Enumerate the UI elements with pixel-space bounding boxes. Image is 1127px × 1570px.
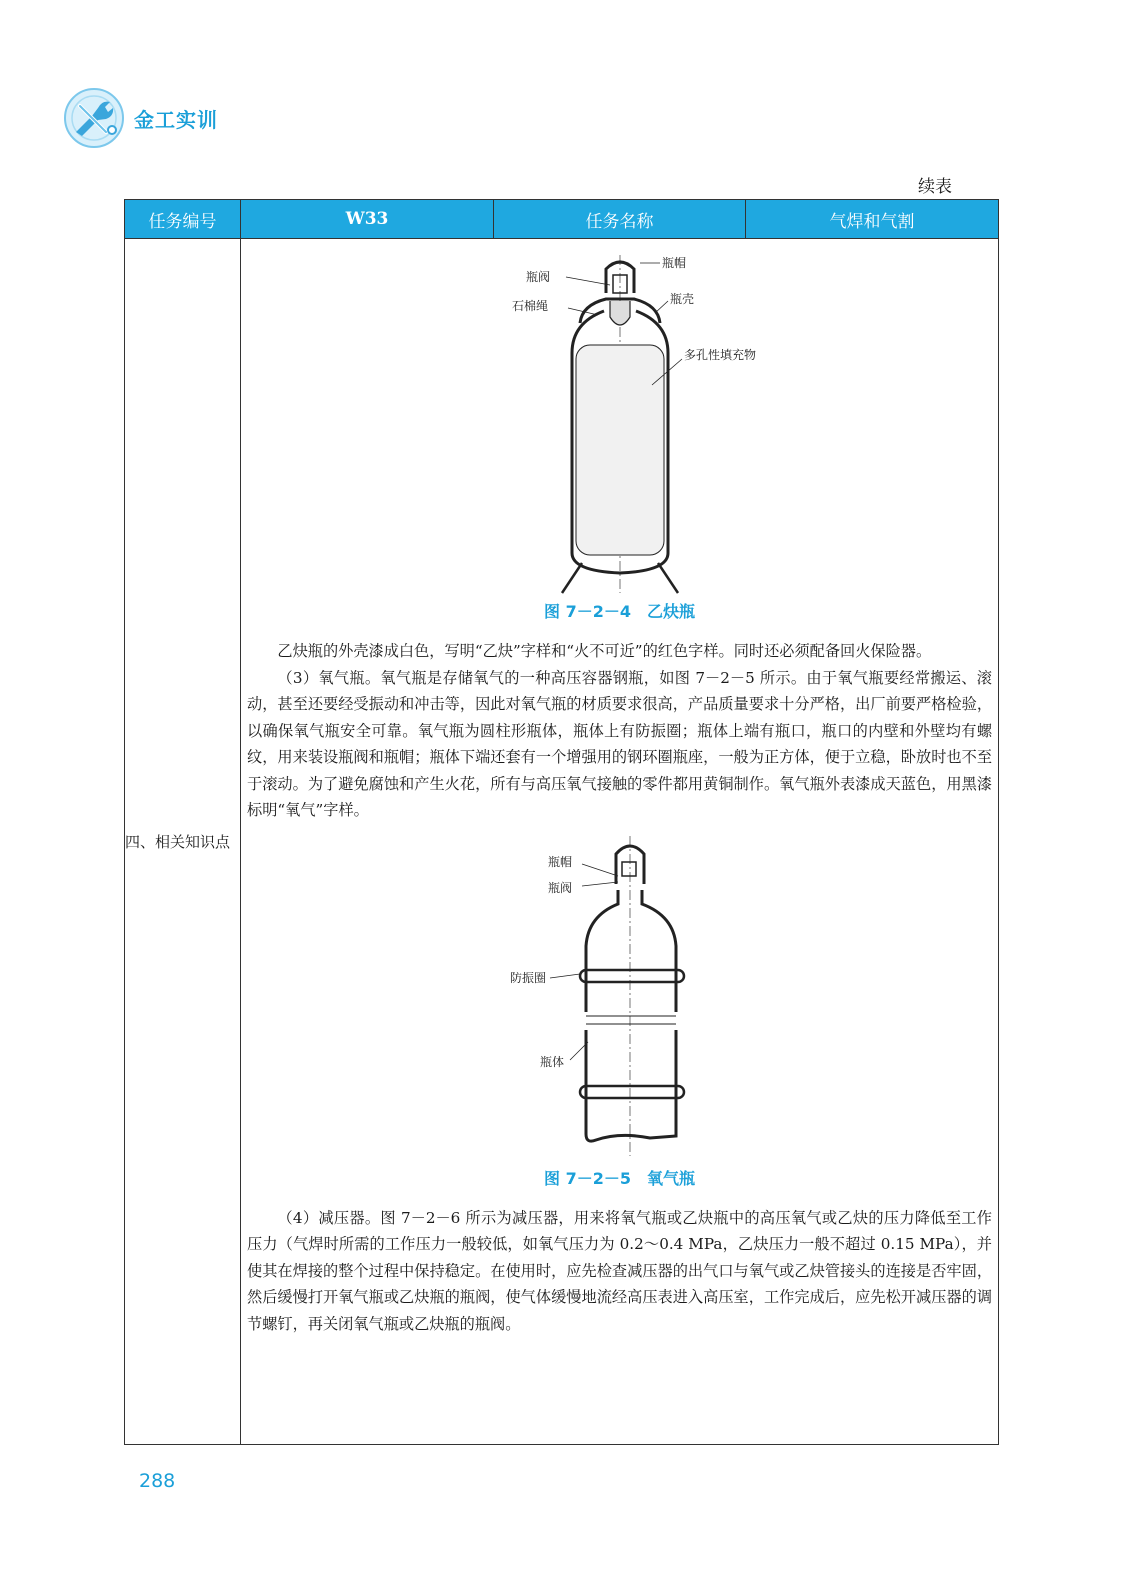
label-oxy-cap: 瓶帽 [547,854,572,869]
paragraph-1: 乙炔瓶的外壳漆成白色，写明“乙炔”字样和“火不可近”的红色字样。同时还必须配备回火保险器。 [277,642,932,660]
header-task-id-value: W33 [241,200,494,239]
oxygen-cylinder-figure [490,834,750,1164]
paragraph-2: （3）氧气瓶。氧气瓶是存储氧气的一种高压容器钢瓶，如图 7－2－5 所示。由于氧气瓶要经常搬运、滚动，甚至还要经受振动和冲击等，因此对氧气瓶的材质要求很高，产品质量要求十分严格，出厂前要严格检验，以确保氧气瓶安全可靠。氧气瓶为圆柱形瓶体，瓶体上有防振圈；瓶体上端有瓶口，瓶口的内壁和外壁均有螺纹，用来装设瓶阀和瓶帽；瓶体下端还套有一个增强用的钢环圈瓶座，一般为正方体，便于立稳，卧放时也不至于滚动。为了避免腐蚀和产生火花，所有与高压氧气接触的零件都用黄铜制作。氧气瓶外表漆成天蓝色，用黑漆标明“氧气”字样。 [247,668,992,819]
table-row [125,239,999,1445]
label-oxy-ring: 防振圈 [509,970,546,985]
figure1-caption: 图 7－2－4 乙炔瓶 [544,602,695,621]
content-cell [241,239,999,1445]
book-title: 金工实训 [134,108,218,132]
continued-label: 续表 [918,177,952,197]
task-table [124,199,999,1445]
header-task-name-value: 气焊和气割 [746,200,999,239]
figure2-caption: 图 7－2－5 氧气瓶 [544,1168,695,1188]
label-valve: 瓶阀 [525,270,550,284]
table-header-row [125,200,999,239]
page-number: 288 [139,1470,176,1492]
paragraph-3: （4）减压器。图 7－2－6 所示为减压器，用来将氧气瓶或乙炔瓶中的高压氧气或乙炔的压力降低至工作压力（气焊时所需的工作压力一般较低，如氧气压力为 0.2～0.4 MPa，乙炔压力一般不超过 0.15 MPa），并使其在焊接的整个过程中保持稳定。在使用时，应先检查减压器的出气口与氧气或乙炔管接头的连接是否牢固，然后缓慢打开氧气瓶或乙炔瓶的瓶阀，使气体缓慢地流经高压表进入高压室，工作完成后，应先松开减压器的调节螺钉，再关闭氧气瓶或乙炔瓶的瓶阀。 [247,1208,992,1333]
label-oxy-valve: 瓶阀 [547,880,572,895]
header-task-id-label: 任务编号 [125,200,241,239]
label-shell: 瓶壳 [669,292,694,306]
wrench-logo-icon [62,86,126,150]
acetylene-cylinder-figure [470,253,770,595]
label-rope: 石棉绳 [511,299,548,313]
label-oxy-body: 瓶体 [539,1054,564,1069]
label-filler: 多孔性填充物 [683,348,756,362]
label-cap: 瓶帽 [661,256,686,270]
header-task-name-label: 任务名称 [494,200,746,239]
side-label: 四、相关知识点 [125,239,241,1445]
